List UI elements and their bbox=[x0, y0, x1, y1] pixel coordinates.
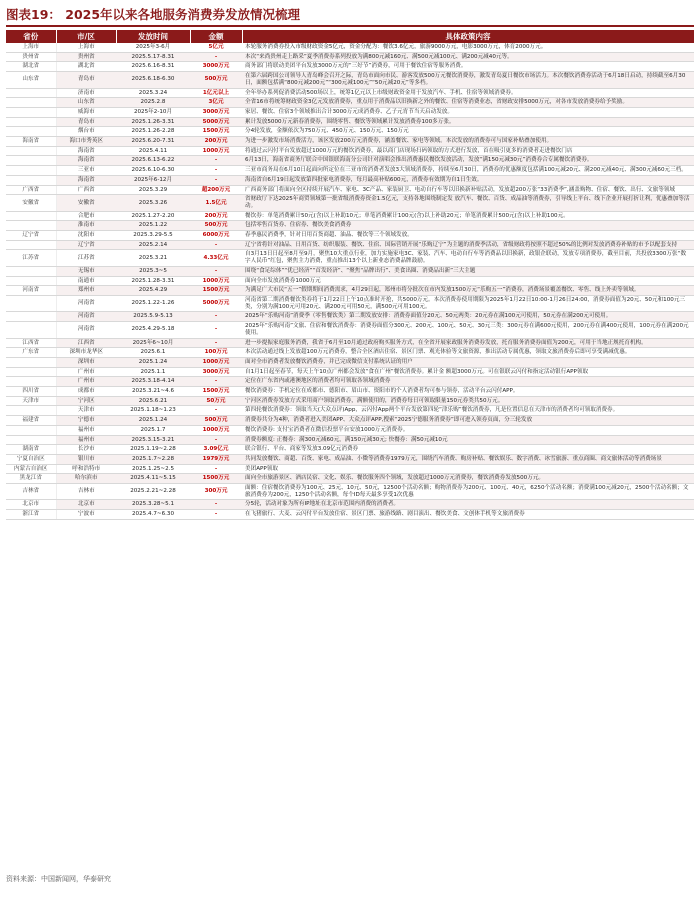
cell-time: 2025.1.26-2.28 bbox=[116, 127, 190, 137]
table-row bbox=[6, 435, 694, 445]
cell-province bbox=[6, 276, 56, 286]
cell-province: 黑龙江省 bbox=[6, 474, 56, 484]
cell-amount: 500万元 bbox=[190, 221, 242, 231]
cell-policy: 商务部门将联动美团平台发放3000万元的“三好节”消费券，可用于餐饮住宿等服务消费。 bbox=[242, 62, 694, 72]
table-row bbox=[6, 416, 694, 426]
table-row bbox=[6, 137, 694, 147]
cell-time: 2025.1.22 bbox=[116, 221, 190, 231]
cell-city: 河南省 bbox=[56, 312, 116, 322]
table-container bbox=[6, 30, 694, 870]
cell-amount: - bbox=[190, 52, 242, 62]
cell-city: 无锡市 bbox=[56, 266, 116, 276]
cell-policy: 在飞猪旅行、大麦、云闪付平台发放住宿、景区门票、旅游线路、剧目演出、餐饮美食、文创体手机等文旅消费券 bbox=[242, 510, 694, 520]
cell-policy: 将通过云闪付平台发放超过1000万元的餐饮消费券，最以商门店现场扫码领取的方式进行发放，首在吸引更多的消费者走进餐饮门店 bbox=[242, 146, 694, 156]
cell-city: 宁德市 bbox=[56, 416, 116, 426]
cell-amount: - bbox=[190, 464, 242, 474]
table-row bbox=[6, 510, 694, 520]
cell-policy: 为满足广大市民“五一”假期期间消费需求，4月29日起，郑州市将分批次在市内发放1500万元“乐购五一”消费券，消费场景覆盖餐饮、零售、线上外卖等领域。 bbox=[242, 286, 694, 296]
table-row bbox=[6, 88, 694, 98]
table-row bbox=[6, 146, 694, 156]
cell-policy: 累计发放5000万元新春消费券，围绕零售、餐饮等领域累计发放消费券100多万张。 bbox=[242, 117, 694, 127]
cell-province: 北京市 bbox=[6, 500, 56, 510]
cell-policy: 省财政厅下达2025年商贸领域第一批省级消费券资金1.5亿元，支持各地围绕制定发 放汽车、餐饮、百货、成品油等消费券，引导线上平台、线下企业开展打折让利，优惠叠加等活动。 bbox=[242, 195, 694, 211]
cell-province: 福建省 bbox=[6, 416, 56, 426]
cell-amount: 200万元 bbox=[190, 211, 242, 221]
cell-policy: 定位在广东省内或港澳地区的消费者均可领取各领域消费券 bbox=[242, 377, 694, 387]
table-row bbox=[6, 348, 694, 358]
cell-province: 海南省 bbox=[6, 137, 56, 147]
cell-province bbox=[6, 357, 56, 367]
cell-amount: - bbox=[190, 435, 242, 445]
cell-province: 贵州省 bbox=[6, 52, 56, 62]
cell-city: 北京市 bbox=[56, 500, 116, 510]
table-row bbox=[6, 425, 694, 435]
cell-city: 深圳市龙华区 bbox=[56, 348, 116, 358]
cell-province: 山东省 bbox=[6, 72, 56, 88]
cell-amount: 超200万元 bbox=[190, 185, 242, 195]
cell-time: 2025.1.24 bbox=[116, 357, 190, 367]
cell-province bbox=[6, 425, 56, 435]
cell-time: 2025.1.7 bbox=[116, 425, 190, 435]
cell-amount: - bbox=[190, 500, 242, 510]
cell-amount: - bbox=[190, 166, 242, 176]
cell-time: 2025.1.28-3.31 bbox=[116, 276, 190, 286]
cell-amount: 300万元 bbox=[190, 484, 242, 500]
cell-city: 山东省 bbox=[56, 98, 116, 108]
cell-province: 广东省 bbox=[6, 348, 56, 358]
cell-city: 青岛市 bbox=[56, 117, 116, 127]
cell-policy: 餐饮消费券: 支付宝消费者在微信投票平台安放1000万元消费券。 bbox=[242, 425, 694, 435]
cell-policy: 2025年“乐购河南”消费季（零售餐饮类）第二期发放安排：消费券面值分20元、50元两类：20元券在满100元可使用，50元券在满200元可使用。 bbox=[242, 312, 694, 322]
table-row bbox=[6, 338, 694, 348]
cell-time: 2025.3.18-4.14 bbox=[116, 377, 190, 387]
cell-city: 沈阳市 bbox=[56, 231, 116, 241]
cell-policy: 进一步提振家庭服务消费，我省于6月至10月通过政府购买服务方式，在全省开展家政服务消费券发放，托育服务消费券面值为200元，可用于当地正规托育机构。 bbox=[242, 338, 694, 348]
cell-time: 2025.6.13-6.22 bbox=[116, 156, 190, 166]
cell-policy: 2025年“乐购河南”文旅、住宿和餐饮消费券：消费券面值分300元、200元、100元、50元、30元三类：300元券在满600元使用，200元券在满400元使用，100元券在满200元使用。 bbox=[242, 322, 694, 338]
cell-amount: 1979万元 bbox=[190, 454, 242, 464]
table-row bbox=[6, 286, 694, 296]
cell-policy: 包括零售百货券、住宿券、餐饮美食消费券 bbox=[242, 221, 694, 231]
cell-city: 烟台市 bbox=[56, 127, 116, 137]
cell-time: 2025.4.7~6.30 bbox=[116, 510, 190, 520]
cell-policy: 联合银行、平台、商家等发放3.09亿元消费券 bbox=[242, 445, 694, 455]
cell-city: 三亚市 bbox=[56, 166, 116, 176]
cell-province: 辽宁省 bbox=[6, 231, 56, 241]
cell-time: 2025.1.24 bbox=[116, 416, 190, 426]
cell-city: 江苏省 bbox=[56, 250, 116, 266]
cell-amount: 1500万元 bbox=[190, 127, 242, 137]
cell-time: 2025.3.26 bbox=[116, 195, 190, 211]
table-row bbox=[6, 98, 694, 108]
cell-time: 2025.3.21 bbox=[116, 250, 190, 266]
header-time: 发放时间 bbox=[116, 30, 190, 43]
cell-time: 2025.3.29 bbox=[116, 185, 190, 195]
cell-time: 2025年6-12月 bbox=[116, 175, 190, 185]
table-row bbox=[6, 295, 694, 311]
header-city: 市/区 bbox=[56, 30, 116, 43]
cell-city: 海南省 bbox=[56, 156, 116, 166]
cell-time: 2025.3.24 bbox=[116, 88, 190, 98]
cell-time: 2025.6.16-8.31 bbox=[116, 62, 190, 72]
cell-city: 福州市 bbox=[56, 435, 116, 445]
cell-city: 宁河区 bbox=[56, 396, 116, 406]
cell-city: 海南省 bbox=[56, 175, 116, 185]
table-row bbox=[6, 377, 694, 387]
cell-amount: - bbox=[190, 377, 242, 387]
table-row bbox=[6, 357, 694, 367]
cell-amount: 6000万元 bbox=[190, 231, 242, 241]
header-province: 省份 bbox=[6, 30, 56, 43]
table-row bbox=[6, 276, 694, 286]
cell-city: 南通市 bbox=[56, 276, 116, 286]
cell-city: 海南省 bbox=[56, 146, 116, 156]
cell-city: 江西省 bbox=[56, 338, 116, 348]
table-row bbox=[6, 266, 694, 276]
cell-amount: 3000万元 bbox=[190, 107, 242, 117]
cell-amount: 4.33亿元 bbox=[190, 250, 242, 266]
cell-province: 吉林省 bbox=[6, 484, 56, 500]
cell-province bbox=[6, 156, 56, 166]
cell-time: 2025.3.29-5.5 bbox=[116, 231, 190, 241]
cell-province bbox=[6, 127, 56, 137]
cell-policy: 分4轮发放，金额依次为750万元、450万元、150万元、150万元 bbox=[242, 127, 694, 137]
cell-province: 河南省 bbox=[6, 286, 56, 296]
cell-policy: 消费券共分为4种，消费者进入美团APP、大众点评APP,搜索“2025宁德服务消费券”即可进入领券页面，分三轮发放 bbox=[242, 416, 694, 426]
cell-province: 上海市 bbox=[6, 43, 56, 52]
cell-province: 安徽省 bbox=[6, 195, 56, 211]
table-row bbox=[6, 240, 694, 250]
cell-time: 2025.1.26-3.31 bbox=[116, 117, 190, 127]
table-row bbox=[6, 396, 694, 406]
cell-city: 河南省 bbox=[56, 295, 116, 311]
cell-city: 天津市 bbox=[56, 406, 116, 416]
cell-amount: 3000万元 bbox=[190, 62, 242, 72]
cell-amount: 1000万元 bbox=[190, 276, 242, 286]
table-row bbox=[6, 185, 694, 195]
cell-amount: - bbox=[190, 266, 242, 276]
cell-city: 安徽省 bbox=[56, 195, 116, 211]
table-row bbox=[6, 406, 694, 416]
table-row bbox=[6, 500, 694, 510]
cell-amount: 1000万元 bbox=[190, 425, 242, 435]
table-row bbox=[6, 322, 694, 338]
cell-amount: - bbox=[190, 175, 242, 185]
cell-time: 2025.4.29-5.18 bbox=[116, 322, 190, 338]
cell-time: 2025.1.18~1.23 bbox=[116, 406, 190, 416]
cell-amount: 5亿元 bbox=[190, 43, 242, 52]
cell-province bbox=[6, 107, 56, 117]
table-row bbox=[6, 312, 694, 322]
cell-province bbox=[6, 240, 56, 250]
table-row bbox=[6, 43, 694, 52]
cell-amount: 500万元 bbox=[190, 72, 242, 88]
cell-province bbox=[6, 166, 56, 176]
cell-time: 2025.2.14 bbox=[116, 240, 190, 250]
cell-policy: 美团APP领取 bbox=[242, 464, 694, 474]
cell-amount: 50万元 bbox=[190, 396, 242, 406]
cell-city: 青岛市 bbox=[56, 72, 116, 88]
table-row bbox=[6, 62, 694, 72]
cell-policy: 辽宁省将针对油品、日用百货、纺织服装、餐饮、住宿、国际营销开展“乐购辽宁”为主题的消费季活动，省级财政将按照不超过50%的比例对发放消费券补贴的市予以配套支持 bbox=[242, 240, 694, 250]
cell-policy: 在第六届跨国公司领导人青岛峰会召开之际，青岛市面向市民、游客发放500万元餐饮消费券，激发青岛夏日餐饮市场活力。本次餐饮消费券活动于6月18日启动，持续截至6月30日，面额包括满“800元减200元”“300元减100元”“50元减20元”等多档。 bbox=[242, 72, 694, 88]
cell-amount: 1500万元 bbox=[190, 286, 242, 296]
cell-time: 2025.1.27-2.20 bbox=[116, 211, 190, 221]
cell-city: 银川市 bbox=[56, 454, 116, 464]
cell-province bbox=[6, 435, 56, 445]
cell-amount: 1亿元以上 bbox=[190, 88, 242, 98]
cell-time: 2025.1.7~2.28 bbox=[116, 454, 190, 464]
cell-city: 济南市 bbox=[56, 88, 116, 98]
cell-policy: 面对全市消费者发放餐饮消费券，并已完成微信支付系统认证的用户 bbox=[242, 357, 694, 367]
cell-amount: - bbox=[190, 156, 242, 166]
cell-province: 湖北省 bbox=[6, 62, 56, 72]
cell-time: 2025年6~10月 bbox=[116, 338, 190, 348]
cell-policy: 河南省第二期消费餐饮类券将于1月22日上午10点准时开抢，共5000万元。本次消费券使用期限为2025年1月22日10:00-1月26日24:00，消费券面值为20元、50元和100元三类，分别为满100元可用20元、满200元可用50元，满500元可用100元。 bbox=[242, 295, 694, 311]
cell-time: 2025.6.18-6.30 bbox=[116, 72, 190, 88]
cell-amount: - bbox=[190, 240, 242, 250]
cell-province bbox=[6, 367, 56, 377]
cell-city: 广州市 bbox=[56, 377, 116, 387]
cell-policy: 春季惠民消费季，针对日用百货商超、油品、餐饮等三个领域发放。 bbox=[242, 231, 694, 241]
cell-province: 宁夏自治区 bbox=[6, 454, 56, 464]
cell-policy: 6月13日，海南省商务厅联合中国银联海南分公司针对演唱会推出消费惠民餐饮发放活动，发放“满150元减30元”消费券合专属餐饮消费券。 bbox=[242, 156, 694, 166]
cell-amount: - bbox=[190, 338, 242, 348]
table-row bbox=[6, 211, 694, 221]
cell-amount: 1500万元 bbox=[190, 474, 242, 484]
cell-time: 2025.3~5 bbox=[116, 266, 190, 276]
cell-time: 2025.1.1 bbox=[116, 367, 190, 377]
table-row bbox=[6, 166, 694, 176]
cell-city: 呼和浩特市 bbox=[56, 464, 116, 474]
cell-policy: 本轮服务消费券投入市级财政资金5亿元，资金分配为：餐饮3.6亿元，旅游9000万元，电影3000万元，体育2000万元。 bbox=[242, 43, 694, 52]
figure-title: 图表19： 2025年以来各地服务消费券发放情况梳理 bbox=[6, 7, 301, 22]
table-row bbox=[6, 484, 694, 500]
table-row bbox=[6, 367, 694, 377]
cell-province bbox=[6, 295, 56, 311]
cell-policy: 面向全市发放消费券1000万元 bbox=[242, 276, 694, 286]
table-row bbox=[6, 474, 694, 484]
table-body bbox=[6, 43, 694, 519]
cell-province bbox=[6, 406, 56, 416]
cell-province bbox=[6, 117, 56, 127]
cell-policy: 家居、餐饮、住宿3个领域推出合计3000万元成消费券、乙子元宵节当天启动发放。 bbox=[242, 107, 694, 117]
cell-city: 威海市 bbox=[56, 107, 116, 117]
cell-policy: 餐饮券：单笔消费累计50元(含)以上补助10元；单笔消费累计100元(含)以上补助20元；单笔消费累计500元(含)以上补助100元。 bbox=[242, 211, 694, 221]
cell-policy: 自1月1日起至春节，每天上午10点广州都会发放“食在广州”餐饮消费券。累计金 额超3000万元。可在银联云闪付和指定活动银行APP领取 bbox=[242, 367, 694, 377]
cell-province bbox=[6, 175, 56, 185]
cell-amount: 5000万元 bbox=[190, 295, 242, 311]
cell-time: 2025年2-10月 bbox=[116, 107, 190, 117]
cell-province bbox=[6, 221, 56, 231]
cell-province bbox=[6, 266, 56, 276]
cell-policy: 分5轮，活动对象为所有IP地址在北京市范围内消费的消费者。 bbox=[242, 500, 694, 510]
cell-city: 合肥市 bbox=[56, 211, 116, 221]
cell-policy: 海南省自6月19日起发放第四批家电消费券，每月最高补贴600元，消费券有效期为自1日生效。 bbox=[242, 175, 694, 185]
cell-province bbox=[6, 88, 56, 98]
cell-policy: 为进一步激发市场消费活力，该区发放200万元消费券，涵盖餐饮、家电等领域。本次发放的消费券可与国家补贴叠加使用。 bbox=[242, 137, 694, 147]
header-policy: 具体政策内容 bbox=[242, 30, 694, 43]
cell-city: 上海市 bbox=[56, 43, 116, 52]
cell-city: 郑州市 bbox=[56, 286, 116, 296]
cell-city: 哈尔滨市 bbox=[56, 474, 116, 484]
table-row bbox=[6, 231, 694, 241]
cell-city: 长沙市 bbox=[56, 445, 116, 455]
table-row bbox=[6, 107, 694, 117]
cell-time: 2025.1.25~2.5 bbox=[116, 464, 190, 474]
cell-province bbox=[6, 322, 56, 338]
cell-province: 江西省 bbox=[6, 338, 56, 348]
cell-policy: 消费券额度: 正餐券：满300元减60元，满150元减30元; 快餐券：满50元减10元 bbox=[242, 435, 694, 445]
cell-province bbox=[6, 312, 56, 322]
cell-amount: 200万元 bbox=[190, 137, 242, 147]
cell-city: 淮南市 bbox=[56, 221, 116, 231]
cell-time: 2025年3-6月 bbox=[116, 43, 190, 52]
cell-province bbox=[6, 211, 56, 221]
table-row bbox=[6, 387, 694, 397]
cell-amount: 500万元 bbox=[190, 416, 242, 426]
table-row bbox=[6, 221, 694, 231]
cell-policy: 共同发放餐饮、商超、百货、家电、成品油、小微等消费券1979万元，围绕汽车消费、购房补贴、餐饮娱乐、数字消费、冰雪旅游、重点商圈、商文旅体活动等消费场景 bbox=[242, 454, 694, 464]
cell-time: 2025.1.19~2.28 bbox=[116, 445, 190, 455]
cell-city: 宁波市 bbox=[56, 510, 116, 520]
cell-policy: 本次“来尚贵州走上路采”夏季消费券系列投放为满800元减160元、满500元减100元、满200元减40元等。 bbox=[242, 52, 694, 62]
cell-city: 湖北省 bbox=[56, 62, 116, 72]
cell-province: 江苏省 bbox=[6, 250, 56, 266]
cell-time: 2025.4.11~5.15 bbox=[116, 474, 190, 484]
cell-amount: - bbox=[190, 312, 242, 322]
cell-city: 成都市 bbox=[56, 387, 116, 397]
cell-city: 广州市 bbox=[56, 367, 116, 377]
cell-policy: 广西商务部门将面向全区持续开展汽车、家电、3C产品、家装厨卫、电动自行车等以旧换新补贴活动，发放超200万张“33消费季”,涵盖购物、住宿、餐饮、出行、文旅等领域 bbox=[242, 185, 694, 195]
table-row bbox=[6, 464, 694, 474]
cell-amount: 100万元 bbox=[190, 348, 242, 358]
cell-province bbox=[6, 377, 56, 387]
table-row bbox=[6, 445, 694, 455]
cell-policy: 自3月13日日起至8月至9月，聚焦10大重点行业，加力实施家电3C、家装、汽车、电动自行车等消费品以旧换新，政银企联动，发放专项消费券，截至目前，共投放3300万张“数字人民币”红包，聚焦主力消费，重点推出13个以上新业态消费品牌鼓励。 bbox=[242, 250, 694, 266]
cell-province: 天津市 bbox=[6, 396, 56, 406]
cell-time: 2025.2.21~2.28 bbox=[116, 484, 190, 500]
cell-amount: 3000万元 bbox=[190, 367, 242, 377]
cell-time: 2025.2.8 bbox=[116, 98, 190, 108]
table-row bbox=[6, 195, 694, 211]
cell-province: 湖南省 bbox=[6, 445, 56, 455]
coupon-table bbox=[6, 30, 694, 520]
table-header bbox=[6, 30, 694, 43]
cell-city: 辽宁省 bbox=[56, 240, 116, 250]
cell-time: 2025.4.11 bbox=[116, 146, 190, 156]
cell-amount: 1.5亿元 bbox=[190, 195, 242, 211]
cell-amount: 1500万元 bbox=[190, 387, 242, 397]
cell-policy: 三亚市商务局在6月10日起面向所定位在三亚市的消费者发放3大领域消费券，持续至6月30日，消费券的优惠额度包括满100元减20元、满200元减40元、满300元减60元三档。 bbox=[242, 166, 694, 176]
cell-province: 广西省 bbox=[6, 185, 56, 195]
cell-policy: 全省16市将统筹财政资金3亿元发放消费券，重点用于消费品以旧换新之外的餐饮、住宿等消费业态，省财政安排5000万元，对各市发放消费券给予奖励。 bbox=[242, 98, 694, 108]
cell-policy: 围绕“食足综体”“优已经济”“首发经济”、“聚焦“品牌出行”、美食出圈、消费品出新”三大主题 bbox=[242, 266, 694, 276]
figure-title-bar bbox=[6, 3, 694, 27]
table-row bbox=[6, 52, 694, 62]
cell-amount: 1000万元 bbox=[190, 357, 242, 367]
cell-province: 内蒙古自治区 bbox=[6, 464, 56, 474]
cell-policy: 餐饮消费券：手机定位在成都市、德阳市、眉山市、资阳市的个人消费者均可参与领券，活动平台云闪付APP。 bbox=[242, 387, 694, 397]
cell-policy: 面向全市旅游景区、酒店民宿、文化、娱乐、餐饮服务四个领域，发放超过1000万元消费券，餐饮消费券发放500万元。 bbox=[242, 474, 694, 484]
table-row bbox=[6, 454, 694, 464]
cell-city: 广西省 bbox=[56, 185, 116, 195]
cell-time: 2025.6.1 bbox=[116, 348, 190, 358]
cell-city: 吉林市 bbox=[56, 484, 116, 500]
cell-amount: 3亿元 bbox=[190, 98, 242, 108]
cell-city: 海口市秀英区 bbox=[56, 137, 116, 147]
cell-time: 2025.6.21 bbox=[116, 396, 190, 406]
cell-time: 2025.6.10-6.30 bbox=[116, 166, 190, 176]
cell-amount: 3.09亿元 bbox=[190, 445, 242, 455]
cell-amount: 5000万元 bbox=[190, 117, 242, 127]
cell-city: 贵州省 bbox=[56, 52, 116, 62]
header-amount: 金额 bbox=[190, 30, 242, 43]
cell-city: 河南省 bbox=[56, 322, 116, 338]
table-row bbox=[6, 127, 694, 137]
table-row bbox=[6, 72, 694, 88]
cell-amount: - bbox=[190, 406, 242, 416]
table-row bbox=[6, 156, 694, 166]
cell-policy: 全年举办系列促消费活动500场以上，统筹1亿元以上市级财政资金用于发放汽车、手机、住宿等领域消费券。 bbox=[242, 88, 694, 98]
cell-time: 2025.3.21~4.6 bbox=[116, 387, 190, 397]
cell-time: 2025.4.29 bbox=[116, 286, 190, 296]
cell-amount: - bbox=[190, 322, 242, 338]
table-row bbox=[6, 250, 694, 266]
cell-time: 2025.3.28~5.1 bbox=[116, 500, 190, 510]
cell-province: 四川省 bbox=[6, 387, 56, 397]
cell-amount: - bbox=[190, 510, 242, 520]
cell-policy: 第四轮餐饮消费券：领取当天(大众点评)App，云闪付App两个平台发放第四轮“津乐购”餐饮消费券，凡是位置信息在天津市的消费者均可领取消费券。 bbox=[242, 406, 694, 416]
cell-time: 2025.5.17-8.31 bbox=[116, 52, 190, 62]
cell-time: 2025.6.20-7.31 bbox=[116, 137, 190, 147]
cell-province bbox=[6, 146, 56, 156]
cell-city: 深圳市 bbox=[56, 357, 116, 367]
cell-time: 2025.5.9-5.13 bbox=[116, 312, 190, 322]
cell-province: 浙江省 bbox=[6, 510, 56, 520]
cell-city: 福州市 bbox=[56, 425, 116, 435]
cell-policy: 本次活动通过线上发放超100万元消费券，整合全区酒店住宿、景区门票、观光体验等文旅资源，推出活动专属优惠，领取文旅消费券后即可享受满减优惠。 bbox=[242, 348, 694, 358]
cell-time: 2025.3.15-3.21 bbox=[116, 435, 190, 445]
cell-policy: 宁河区消费券发放方式采用商户领取消费券，满额使用的，消费券每日可领取限量150元券类共50万元。 bbox=[242, 396, 694, 406]
cell-province bbox=[6, 98, 56, 108]
source-note: 资料来源：中国新闻网，华泰研究 bbox=[6, 875, 111, 883]
cell-policy: 面额：住宿餐饮消费券为100元、25元、10元、50元，12500个活动名额；购物消费券为200元、100元、40元，6250个活动名额；消费满100元减20元，2500个活动名额；文旅消费券为200元，1250个活动名额，每个ID每天最多享受1次优惠 bbox=[242, 484, 694, 500]
table-row bbox=[6, 175, 694, 185]
table-row bbox=[6, 117, 694, 127]
cell-time: 2025.1.22-1.26 bbox=[116, 295, 190, 311]
cell-amount: 1000万元 bbox=[190, 146, 242, 156]
